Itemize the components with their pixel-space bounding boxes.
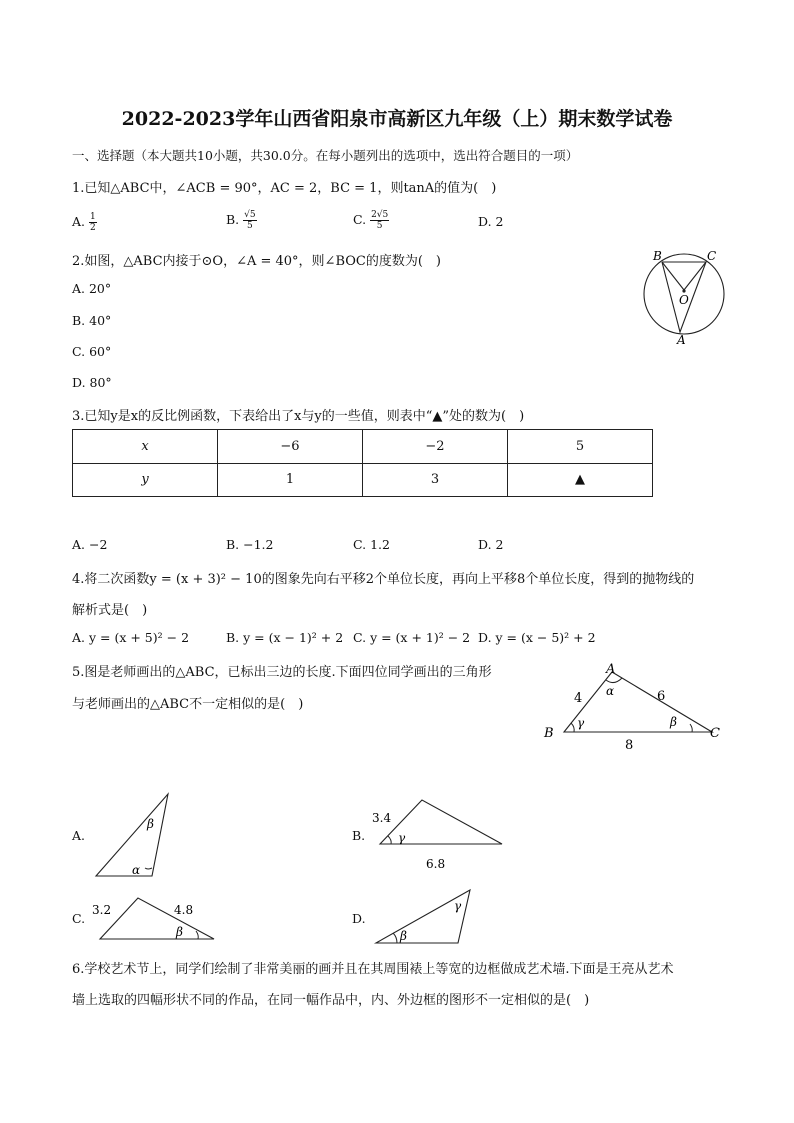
q3-option-a: A. −2 <box>72 537 108 552</box>
q1-option-c-letter: C. <box>353 212 367 227</box>
side-ac: 6 <box>657 689 666 704</box>
q1-option-b-num: √5 <box>244 210 256 220</box>
q3-option-b: B. −1.2 <box>226 537 274 552</box>
q1-option-a-num: 1 <box>90 212 96 222</box>
q5-option-d-figure <box>368 886 478 946</box>
table-row-y <box>73 463 653 497</box>
q5-option-d-letter: D. <box>352 911 366 926</box>
label-c: C <box>707 249 717 263</box>
q1-option-a-fraction <box>89 212 97 233</box>
q5-option-b-figure <box>368 796 508 876</box>
triangle-abc <box>564 672 712 732</box>
side-left: 3.2 <box>92 903 112 917</box>
label-o: O <box>679 293 689 307</box>
q1-option-d-text: 2 <box>495 214 504 229</box>
q5-option-c-letter: C. <box>72 911 86 926</box>
side-left: 3.4 <box>372 811 392 825</box>
q1-option-b-den: 5 <box>247 221 253 231</box>
q3-option-d: D. 2 <box>478 537 504 552</box>
q1-option-d <box>478 214 504 229</box>
teacher-triangle-figure <box>540 660 730 756</box>
side-right: 4.8 <box>174 903 194 917</box>
q5-option-a-figure <box>88 790 178 882</box>
angle-alpha: α <box>606 684 615 698</box>
angle-arc-b <box>571 723 574 732</box>
triangle <box>376 890 470 943</box>
question-3-stem: 3.已知y是x的反比例函数，下表给出了x与y的一些值，则表中“▲”处的数为( ) <box>72 409 525 424</box>
angle-gamma: γ <box>454 899 462 913</box>
q1-option-b <box>226 210 257 231</box>
segment-oc <box>684 262 706 290</box>
q5-option-c-figure <box>88 896 218 944</box>
q1-option-c-fraction <box>370 210 389 231</box>
q2-option-a: A. 20° <box>72 281 112 296</box>
q4-option-c: C. y = (x + 1)² − 2 <box>353 630 471 645</box>
q1-option-d-letter: D. <box>478 214 492 229</box>
table-cell: 3 <box>363 463 508 497</box>
q5-option-b-letter: B. <box>352 828 366 843</box>
angle-arc <box>393 933 397 943</box>
question-5-stem-line2: 与老师画出的△ABC不一定相似的是( ) <box>72 697 304 712</box>
side-bc: 8 <box>625 738 634 753</box>
question-2-stem: 2.如图，△ABC内接于⊙O，∠A = 40°，则∠BOC的度数为( ) <box>72 254 441 269</box>
label-a: A <box>606 662 616 677</box>
q1-option-c-num: 2√5 <box>371 210 389 220</box>
page-title: 2022-2023学年山西省阳泉市高新区九年级（上）期末数学试卷 <box>121 108 673 130</box>
q1-option-c <box>353 210 389 231</box>
table-row-x <box>73 430 653 464</box>
angle-beta: β <box>400 929 407 943</box>
q1-option-b-fraction <box>243 210 256 231</box>
angle-gamma: γ <box>398 831 406 845</box>
xy-table <box>72 429 653 497</box>
side-bottom: 6.8 <box>426 857 446 871</box>
question-6-stem-line1: 6.学校艺术节上，同学们绘制了非常美丽的画并且在其周围裱上等宽的边框做成艺术墙.下面是王亮从艺术 <box>72 962 674 977</box>
table-cell: x <box>73 430 218 464</box>
q2-option-d: D. 80° <box>72 375 112 390</box>
question-4-stem-line2: 解析式是( ) <box>72 603 148 618</box>
angle-beta: β <box>147 817 154 831</box>
question-4-stem-line1: 4.将二次函数y = (x + 3)² − 10的图象先向右平移2个单位长度，再向上平移8个单位长度，得到的抛物线的 <box>72 572 695 587</box>
q1-option-a-letter: A. <box>72 214 86 229</box>
label-a: A <box>677 333 686 347</box>
side-ab: 4 <box>574 691 583 706</box>
q5-option-a-letter: A. <box>72 828 86 843</box>
angle-arc-c <box>690 724 692 732</box>
q1-option-b-letter: B. <box>226 212 240 227</box>
angle-beta: β <box>670 715 677 729</box>
label-b: B <box>653 249 662 263</box>
table-cell: ▲ <box>508 463 653 497</box>
q4-option-b: B. y = (x − 1)² + 2 <box>226 630 344 645</box>
question-1-stem: 1.已知△ABC中，∠ACB = 90°，AC = 2，BC = 1，则tanA的值为( ) <box>72 181 497 196</box>
angle-gamma: γ <box>577 716 585 730</box>
q2-option-c: C. 60° <box>72 344 112 359</box>
label-b: B <box>544 726 554 741</box>
q3-option-c: C. 1.2 <box>353 537 390 552</box>
angle-arc <box>388 836 391 844</box>
q1-option-a <box>72 212 97 233</box>
table-cell: 5 <box>508 430 653 464</box>
angle-alpha: α <box>132 863 141 877</box>
table-cell: −2 <box>363 430 508 464</box>
table-cell: −6 <box>218 430 363 464</box>
angle-arc <box>145 868 152 869</box>
table-cell: y <box>73 463 218 497</box>
q2-option-b: B. 40° <box>72 313 112 328</box>
circle-figure <box>636 244 736 348</box>
q4-option-a: A. y = (x + 5)² − 2 <box>72 630 190 645</box>
angle-arc <box>196 931 198 939</box>
label-c: C <box>710 726 720 741</box>
table-cell: 1 <box>218 463 363 497</box>
question-6-stem-line2: 墙上选取的四幅形状不同的作品，在同一幅作品中，内、外边框的图形不一定相似的是( ) <box>72 993 590 1008</box>
q1-option-a-den: 2 <box>90 223 96 233</box>
question-5-stem-line1: 5.图是老师画出的△ABC，已标出三边的长度.下面四位同学画出的三角形 <box>72 665 492 680</box>
angle-beta: β <box>176 925 183 939</box>
q1-option-c-den: 5 <box>376 221 383 231</box>
angle-arc-a <box>606 678 622 683</box>
section-heading: 一、选择题（本大题共10小题，共30.0分。在每小题列出的选项中，选出符合题目的一项） <box>72 148 579 163</box>
q4-option-d: D. y = (x − 5)² + 2 <box>478 630 596 645</box>
